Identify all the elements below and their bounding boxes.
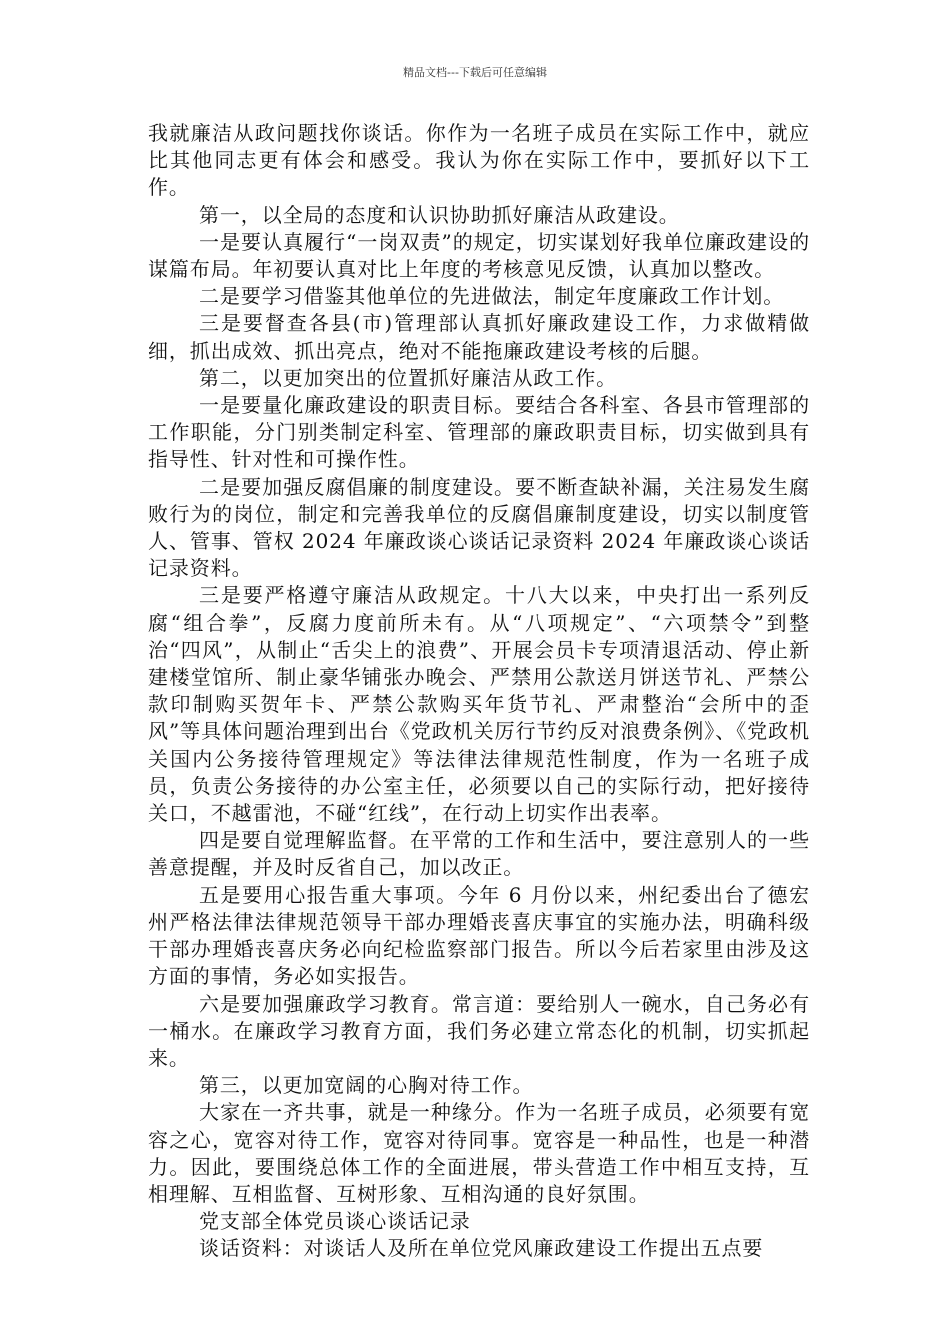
body-paragraph: 我就廉洁从政问题找你谈话。你作为一名班子成员在实际工作中，就应比其他同志更有体会和感受。我认为你在实际工作中，要抓好以下工作。 bbox=[148, 121, 810, 200]
body-paragraph: 第二，以更加突出的位置抓好廉洁从政工作。 bbox=[199, 365, 617, 390]
body-paragraph: 三是要严格遵守廉洁从政规定。十八大以来，中央打出一系列反腐“组合拳”，反腐力度前所未有。从“八项规定”、“六项禁令”到整治“四风”，从制止“舌尖上的浪费”、开展会员卡专项清退活动、停止新建楼堂馆所、制止豪华铺张办晚会、严禁用公款送月饼送节礼、严禁公款印制购买贺年卡、严禁公款购买年货节礼、严肃整治“会所中的歪风”等具体问题治理到出台《党政机关厉行节约反对浪费条例》、《党政机关国内公务接待管理规定》等法律法律规范性制度，作为一名班子成员，负责公务接待的办公室主任，必须要以自己的实际行动，把好接待关口，不越雷池，不碰“红线”，在行动上切实作出表率。 bbox=[148, 583, 810, 826]
body-paragraph: 二是要学习借鉴其他单位的先进做法，制定年度廉政工作计划。 bbox=[199, 284, 785, 309]
body-paragraph: 六是要加强廉政学习教育。常言道：要给别人一碗水，自己务必有一桶水。在廉政学习教育方面，我们务必建立常态化的机制，切实抓起来。 bbox=[148, 991, 810, 1070]
body-paragraph: 一是要量化廉政建设的职责目标。要结合各科室、各县市管理部的工作职能，分门别类制定科室、管理部的廉政职责目标，切实做到具有指导性、针对性和可操作性。 bbox=[148, 393, 810, 472]
body-paragraph: 四是要自觉理解监督。在平常的工作和生活中，要注意别人的一些善意提醒，并及时反省自己，加以改正。 bbox=[148, 828, 810, 880]
body-paragraph: 五是要用心报告重大事项。今年 6 月份以来，州纪委出台了德宏州严格法律法律规范领导干部办理婚丧喜庆事宜的实施办法，明确科级干部办理婚丧喜庆务必向纪检监察部门报告。所以今后若家里由涉及这方面的事情，务必如实报告。 bbox=[148, 882, 810, 989]
body-paragraph: 一是要认真履行“一岗双责”的规定，切实谋划好我单位廉政建设的谋篇布局。年初要认真对比上年度的考核意见反馈，认真加以整改。 bbox=[148, 229, 810, 282]
body-paragraph: 第三，以更加宽阔的心胸对待工作。 bbox=[199, 1073, 534, 1098]
body-paragraph: 大家在一齐共事，就是一种缘分。作为一名班子成员，必须要有宽容之心，宽容对待工作，宽容对待同事。宽容是一种品性，也是一种潜力。因此，要围绕总体工作的全面进展，带头营造工作中相互支持，互相理解、互相监督、互树形象、互相沟通的良好氛围。 bbox=[148, 1100, 810, 1206]
body-paragraph: 党支部全体党员谈心谈话记录 bbox=[199, 1209, 471, 1234]
body-paragraph: 谈话资料：对谈话人及所在单位党风廉政建设工作提出五点要 bbox=[199, 1236, 764, 1261]
body-paragraph: 二是要加强反腐倡廉的制度建设。要不断查缺补漏，关注易发生腐败行为的岗位，制定和完善我单位的反腐倡廉制度建设，切实以制度管人、管事、管权 2024 年廉政谈心谈话记录资料 2024 年廉政谈心谈话记录资料。 bbox=[148, 474, 810, 581]
page-header: 精品文档---下载后可任意编辑 bbox=[403, 66, 547, 79]
body-paragraph: 第一，以全局的态度和认识协助抓好廉洁从政建设。 bbox=[199, 202, 680, 227]
body-paragraph: 三是要督查各县(市)管理部认真抓好廉政建设工作，力求做精做细，抓出成效、抓出亮点，绝对不能拖廉政建设考核的后腿。 bbox=[148, 311, 810, 363]
document-body bbox=[148, 120, 810, 1263]
